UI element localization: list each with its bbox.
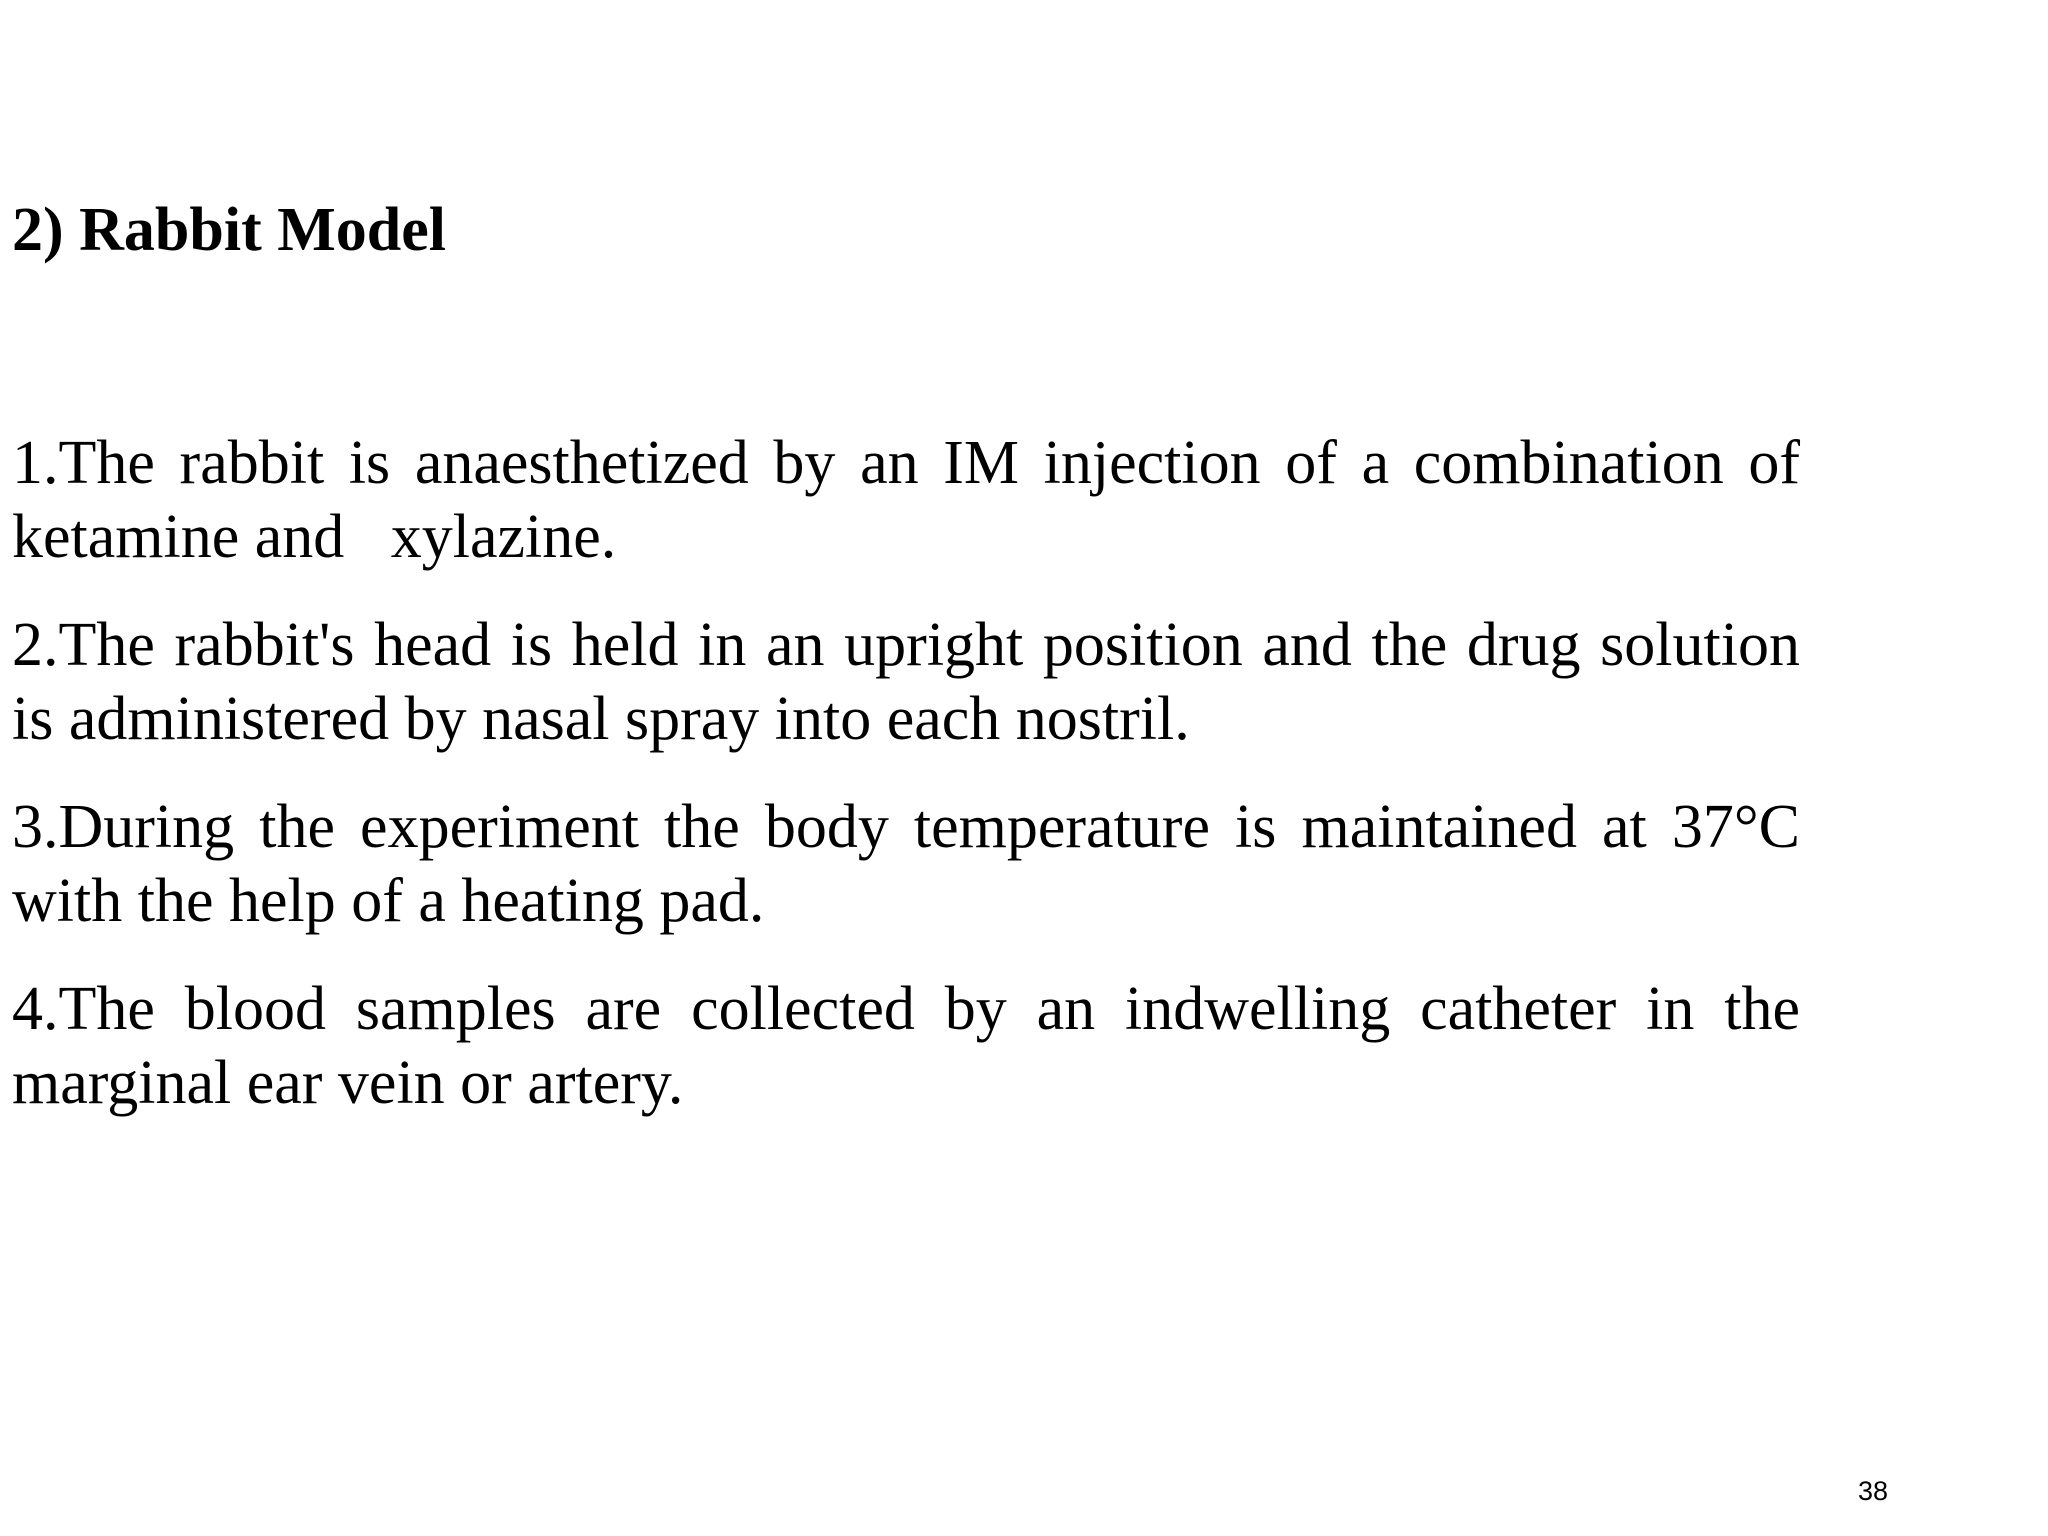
slide-title: 2) Rabbit Model	[12, 196, 446, 264]
procedure-step-3: 3.During the experiment the body temperature is maintained at 37°C with the help of a heating pad.	[12, 793, 1800, 935]
page-number: 38	[1858, 1476, 1889, 1506]
procedure-step-1: 1.The rabbit is anaesthetized by an IM injection of a combination of ketamine and xylazine.	[12, 429, 1800, 571]
procedure-step-2: 2.The rabbit's head is held in an upright position and the drug solution is administered by nasal spray into each nostril.	[12, 611, 1800, 753]
procedure-step-4: 4.The blood samples are collected by an indwelling catheter in the marginal ear vein or artery.	[12, 975, 1800, 1117]
procedure-list	[12, 426, 1800, 1154]
